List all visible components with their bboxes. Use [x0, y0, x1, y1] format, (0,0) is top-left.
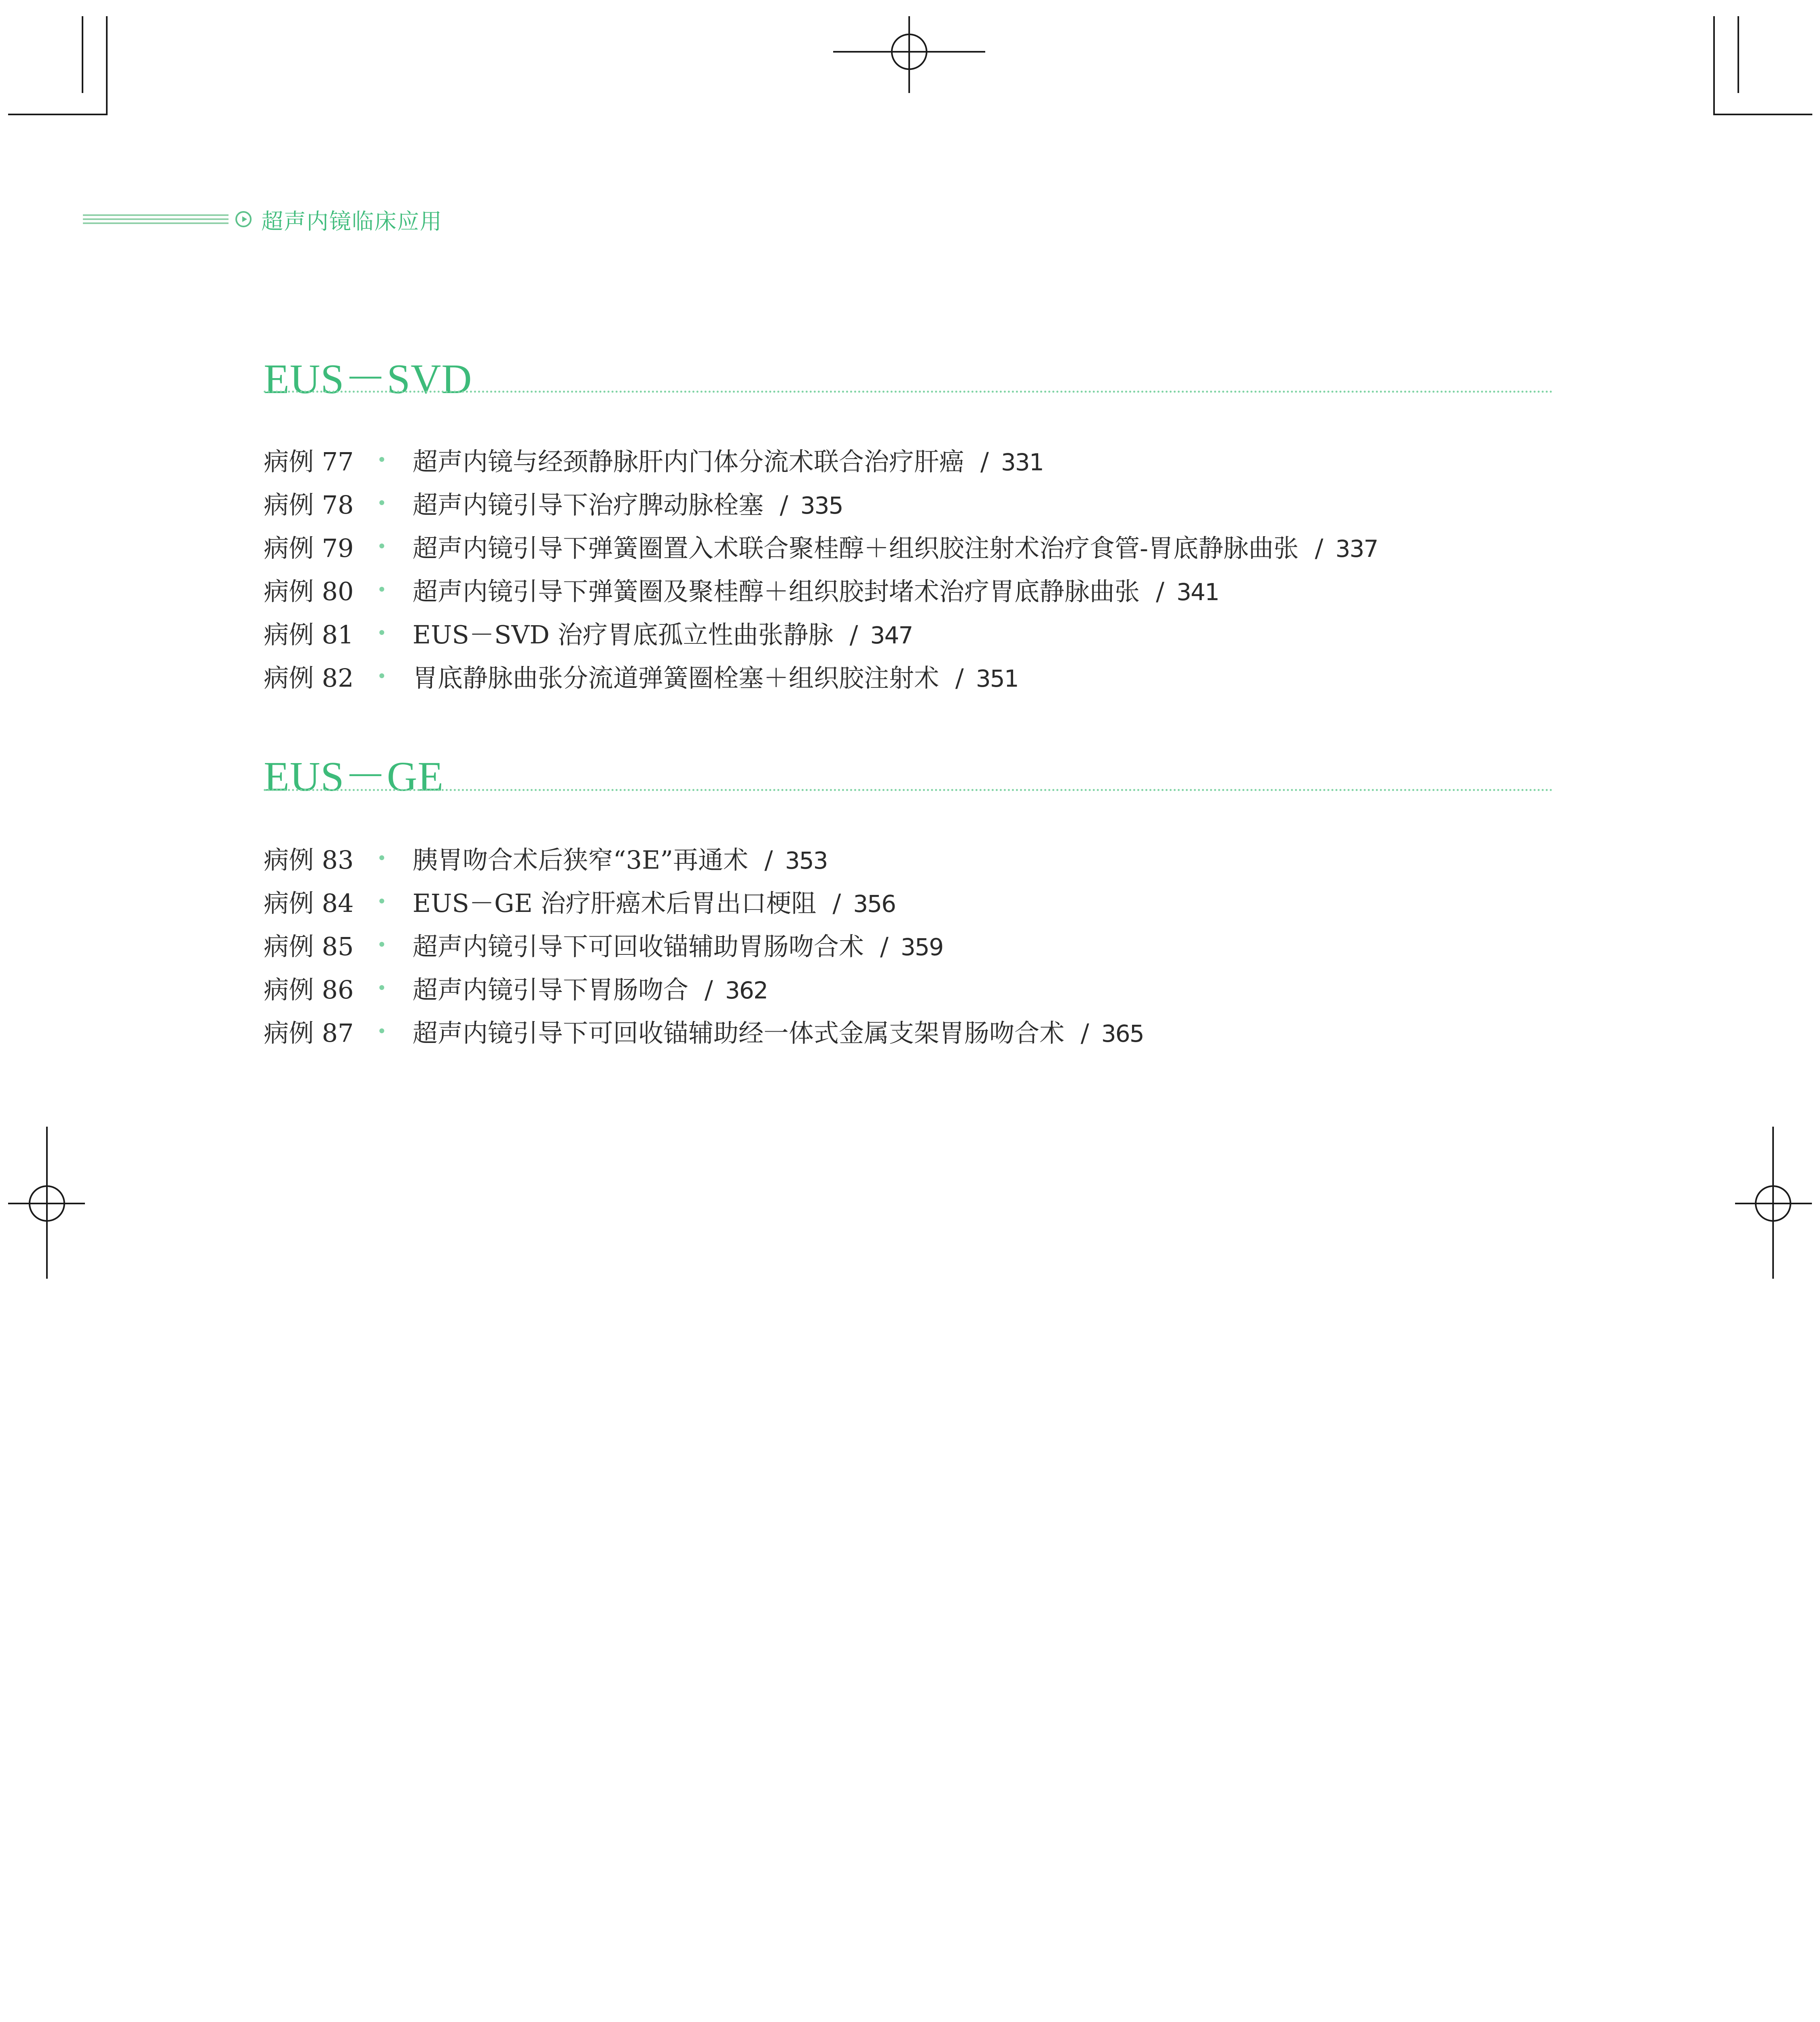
- entry-title: 超声内镜引导下弹簧圈及聚桂醇＋组织胶封堵术治疗胃底静脉曲张: [413, 577, 1140, 606]
- page-number: 351: [976, 665, 1018, 692]
- toc-entry[interactable]: 病例 82 胃底静脉曲张分流道弹簧圈栓塞＋组织胶注射术 / 351: [264, 658, 1598, 697]
- toc-entry[interactable]: 病例 81 EUS－SVD 治疗胃底孤立性曲张静脉 / 347: [264, 615, 1598, 654]
- case-number: 病例 86: [264, 975, 354, 1005]
- page-number: 337: [1335, 535, 1378, 563]
- toc-entry[interactable]: 病例 80 超声内镜引导下弹簧圈及聚桂醇＋组织胶封堵术治疗胃底静脉曲张 / 341: [264, 571, 1598, 610]
- toc-entry[interactable]: 病例 77 超声内镜与经颈静脉肝内门体分流术联合治疗肝癌 / 331: [264, 442, 1598, 480]
- page-number: 365: [1101, 1020, 1144, 1047]
- entry-title: 超声内镜引导下可回收锚辅助胃肠吻合术: [413, 932, 864, 961]
- entry-title: 超声内镜引导下可回收锚辅助经一体式金属支架胃肠吻合术: [413, 1018, 1065, 1048]
- case-number: 病例 85: [264, 932, 354, 961]
- section-title: EUS－GE: [264, 753, 444, 800]
- bullet-dot-icon: [379, 630, 384, 635]
- bullet-dot-icon: [379, 673, 384, 678]
- page-number: 356: [853, 890, 896, 918]
- case-number: 病例 83: [264, 845, 354, 875]
- entry-title: 超声内镜引导下治疗脾动脉栓塞: [413, 490, 764, 520]
- case-number: 病例 77: [264, 447, 354, 476]
- entry-title: EUS－GE 治疗肝癌术后胃出口梗阻: [413, 888, 817, 918]
- bullet-dot-icon: [379, 985, 384, 990]
- bullet-dot-icon: [379, 587, 384, 592]
- entry-title: 超声内镜引导下胃肠吻合: [413, 975, 689, 1005]
- bullet-dot-icon: [379, 544, 384, 548]
- case-number: 病例 79: [264, 533, 354, 563]
- play-circle-icon: [235, 211, 252, 227]
- bullet-dot-icon: [379, 457, 384, 462]
- page-number: 359: [900, 933, 943, 961]
- running-header-title: 超声内镜临床应用: [261, 209, 442, 234]
- section-rule: [264, 789, 1553, 791]
- bullet-dot-icon: [379, 855, 384, 860]
- bullet-dot-icon: [379, 1028, 384, 1033]
- entry-title: 胰胃吻合术后狭窄“3E”再通术: [413, 845, 749, 875]
- page-number: 341: [1176, 578, 1219, 606]
- entry-title: 超声内镜引导下弹簧圈置入术联合聚桂醇＋组织胶注射术治疗食管-胃底静脉曲张: [413, 533, 1299, 563]
- section-title: EUS－SVD: [264, 356, 472, 402]
- entry-title: 超声内镜与经颈静脉肝内门体分流术联合治疗肝癌: [413, 447, 965, 476]
- toc-entry[interactable]: 病例 84 EUS－GE 治疗肝癌术后胃出口梗阻 / 356: [264, 883, 1598, 922]
- page-number: 331: [1001, 448, 1043, 476]
- case-number: 病例 87: [264, 1018, 354, 1048]
- bullet-dot-icon: [379, 899, 384, 903]
- bullet-dot-icon: [379, 942, 384, 947]
- toc-entry[interactable]: 病例 85 超声内镜引导下可回收锚辅助胃肠吻合术 / 359: [264, 926, 1598, 965]
- case-number: 病例 84: [264, 888, 354, 918]
- toc-entry[interactable]: 病例 79 超声内镜引导下弹簧圈置入术联合聚桂醇＋组织胶注射术治疗食管-胃底静脉曲张 / 337: [264, 528, 1598, 567]
- header-rule: [83, 214, 229, 216]
- case-number: 病例 81: [264, 620, 354, 649]
- case-number: 病例 78: [264, 490, 354, 520]
- case-number: 病例 82: [264, 663, 354, 693]
- toc-entry[interactable]: 病例 83 胰胃吻合术后狭窄“3E”再通术 / 353: [264, 840, 1598, 879]
- page-number: 362: [725, 977, 768, 1004]
- bullet-dot-icon: [379, 500, 384, 505]
- toc-entry[interactable]: 病例 86 超声内镜引导下胃肠吻合 / 362: [264, 970, 1598, 1009]
- entry-title: 胃底静脉曲张分流道弹簧圈栓塞＋组织胶注射术: [413, 663, 940, 693]
- page-number: 353: [785, 847, 827, 874]
- toc-entry[interactable]: 病例 87 超声内镜引导下可回收锚辅助经一体式金属支架胃肠吻合术 / 365: [264, 1013, 1598, 1052]
- section-rule: [264, 391, 1553, 393]
- case-number: 病例 80: [264, 577, 354, 606]
- toc-entry[interactable]: 病例 78 超声内镜引导下治疗脾动脉栓塞 / 335: [264, 485, 1598, 524]
- page-number: 335: [800, 492, 843, 519]
- page-number: 347: [870, 622, 913, 649]
- entry-title: EUS－SVD 治疗胃底孤立性曲张静脉: [413, 620, 834, 649]
